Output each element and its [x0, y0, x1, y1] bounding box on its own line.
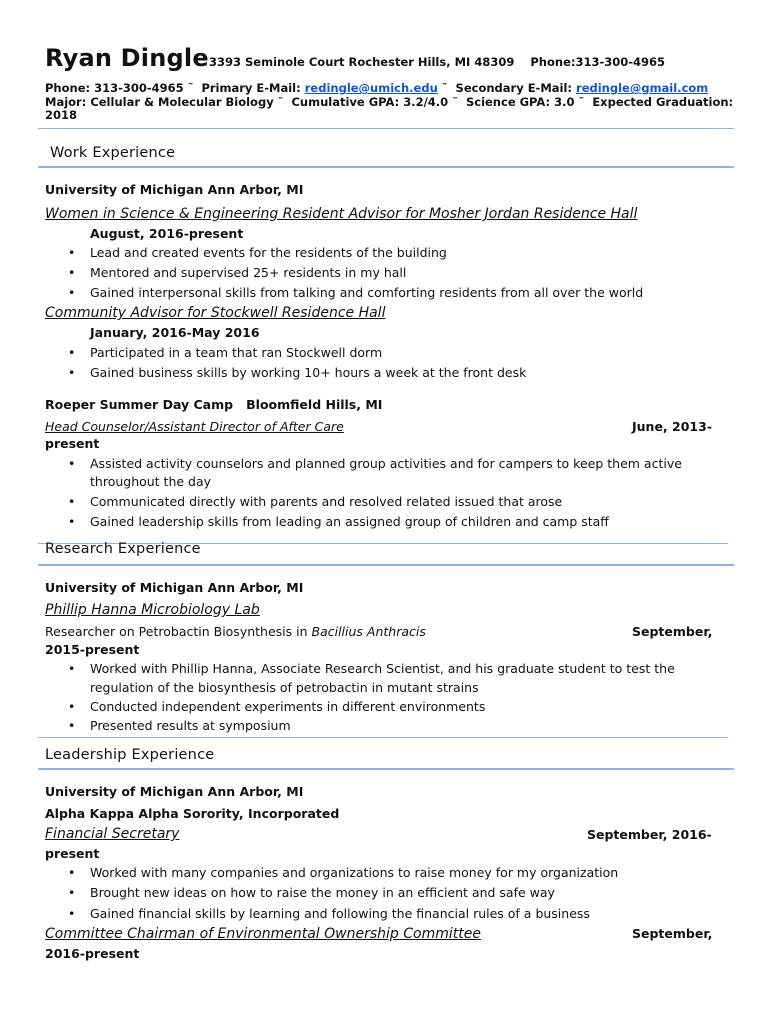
job-1-bullet-1: Lead and created events for the residents of the building: [90, 245, 447, 260]
contact-line: [45, 81, 708, 95]
lab-name: Phillip Hanna Microbiology Lab: [45, 602, 260, 618]
secondary-email-label: Secondary E-Mail:: [455, 81, 573, 95]
org-2-name: Roeper Summer Day Camp: [45, 397, 234, 412]
research-role-organism: Bacillius Anthracis: [311, 624, 426, 639]
address: 3393 Seminole Court Rochester Hills, MI 48309: [209, 55, 515, 69]
job-2-date: January, 2016-May 2016: [90, 325, 260, 340]
role-1-date-start: September, 2016-: [587, 827, 712, 842]
work-experience-heading: Work Experience: [50, 145, 176, 161]
bullet: •: [68, 494, 76, 509]
leadership-top-divider: [38, 737, 728, 738]
job-1-date: August, 2016-present: [90, 226, 244, 241]
role-1-date-end: present: [45, 846, 100, 861]
separator: ˜: [277, 95, 284, 109]
separator: ˜: [578, 95, 585, 109]
major: Major: Cellular & Molecular Biology: [45, 95, 274, 109]
job-3-date-end: present: [45, 436, 100, 451]
job-1-bullet-3: Gained interpersonal skills from talking and comforting residents from all over the world: [90, 285, 644, 300]
separator: ˜: [187, 81, 194, 95]
bullet: •: [68, 514, 76, 529]
leadership-sub-org: Alpha Kappa Alpha Sorority, Incorporated: [45, 806, 340, 821]
cumulative-gpa: Cumulative GPA: 3.2/4.0: [291, 95, 449, 109]
leadership-experience-heading: Leadership Experience: [45, 747, 215, 763]
job-3-bullet-3: Gained leadership skills from leading an assigned group of children and camp staff: [90, 514, 609, 529]
research-divider: [38, 564, 734, 566]
role-1-title: Financial Secretary: [45, 826, 180, 842]
job-1-title: Women in Science & Engineering Resident Advisor for Mosher Jordan Residence Hall: [45, 206, 638, 222]
bullet: •: [68, 661, 76, 676]
job-3-bullet-1-line-1: Assisted activity counselors and planned group activities and for campers to keep them active: [90, 456, 682, 471]
candidate-name: Ryan Dingle: [45, 44, 209, 72]
academic-line: [45, 95, 733, 109]
address-line: [209, 55, 665, 69]
work-org-1: University of Michigan Ann Arbor, MI: [45, 182, 304, 197]
role-1-bullet-3: Gained financial skills by learning and following the financial rules of a business: [90, 906, 590, 921]
bullet: •: [68, 265, 76, 280]
research-bullet-3: Presented results at symposium: [90, 718, 291, 733]
science-gpa: Science GPA: 3.0: [465, 95, 575, 109]
research-role-prefix: Researcher on Petrobactin Biosynthesis in: [45, 624, 312, 639]
job-3-bullet-2: Communicated directly with parents and resolved related issued that arose: [90, 494, 563, 509]
graduation-year: 2018: [45, 108, 78, 122]
research-bullet-2: Conducted independent experiments in different environments: [90, 699, 486, 714]
role-1-bullet-1: Worked with many companies and organizations to raise money for my organization: [90, 865, 619, 880]
primary-email-label: Primary E-Mail:: [201, 81, 301, 95]
research-date-start: September,: [632, 624, 713, 639]
role-2-date-end: 2016-present: [45, 946, 140, 961]
bullet: •: [68, 718, 76, 733]
secondary-email-link[interactable]: redingle@gmail.com: [576, 81, 709, 95]
job-3-title: Head Counselor/Assistant Director of After Care: [45, 419, 344, 434]
role-2-date-start: September,: [632, 926, 713, 941]
bullet: •: [68, 865, 76, 880]
primary-email-link[interactable]: redingle@umich.edu: [304, 81, 438, 95]
bullet: •: [68, 699, 76, 714]
bullet: •: [68, 245, 76, 260]
research-bullet-1-line-2: regulation of the biosynthesis of petrobactin in mutant strains: [90, 680, 479, 695]
bullet: •: [68, 906, 76, 921]
job-1-bullet-2: Mentored and supervised 25+ residents in my hall: [90, 265, 407, 280]
job-2-title: Community Advisor for Stockwell Residence Hall: [45, 305, 386, 321]
leadership-org: University of Michigan Ann Arbor, MI: [45, 784, 304, 799]
research-date-end: 2015-present: [45, 642, 140, 657]
expected-graduation-label: Expected Graduation:: [592, 95, 734, 109]
role-1-bullet-2: Brought new ideas on how to raise the money in an efficient and safe way: [90, 885, 555, 900]
job-3-date-start: June, 2013-: [632, 419, 713, 434]
job-2-bullet-1: Participated in a team that ran Stockwell dorm: [90, 345, 383, 360]
phone-top: Phone:313-300-4965: [530, 55, 666, 69]
bullet: •: [68, 456, 76, 471]
research-role: [45, 624, 426, 639]
work-divider: [38, 166, 734, 168]
bullet: •: [68, 365, 76, 380]
role-2-title: Committee Chairman of Environmental Ownership Committee: [45, 926, 481, 942]
bullet: •: [68, 285, 76, 300]
job-2-bullet-2: Gained business skills by working 10+ hours a week at the front desk: [90, 365, 527, 380]
research-bullet-1-line-1: Worked with Phillip Hanna, Associate Research Scientist, and his graduate student to test the: [90, 661, 675, 676]
header-divider: [38, 128, 734, 129]
research-experience-heading: Research Experience: [45, 541, 201, 557]
leadership-divider: [38, 768, 734, 770]
job-3-bullet-1-line-2: throughout the day: [90, 474, 212, 489]
org-2-location: Bloomfield Hills, MI: [246, 397, 383, 412]
work-org-2: [45, 397, 382, 412]
bullet: •: [68, 345, 76, 360]
research-org: University of Michigan Ann Arbor, MI: [45, 580, 304, 595]
separator: ˜: [441, 81, 448, 95]
bullet: •: [68, 885, 76, 900]
separator: ˜: [452, 95, 458, 109]
phone: Phone: 313-300-4965: [45, 81, 184, 95]
